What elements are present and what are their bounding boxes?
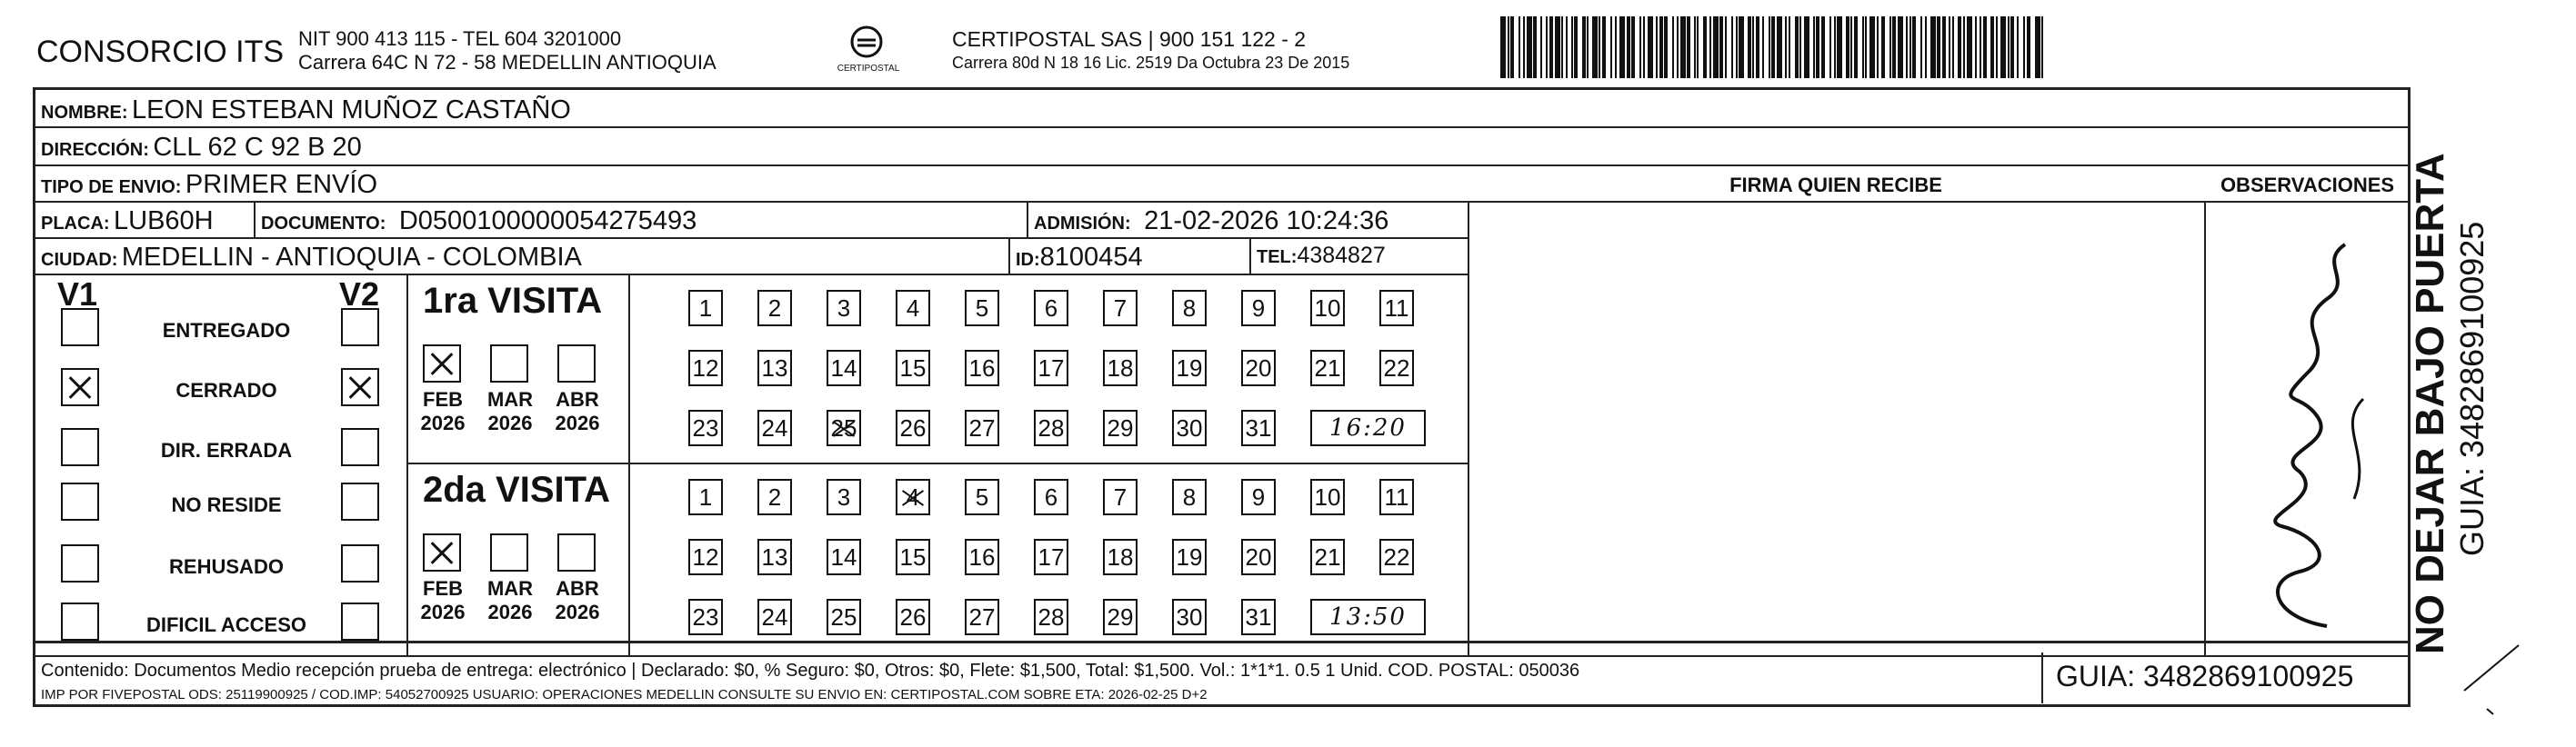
day-box[interactable]: 21 [1310,539,1345,575]
v2-checkbox[interactable] [341,308,379,346]
day-box[interactable]: 4 [896,479,930,515]
placa-value: LUB60H [114,206,214,235]
documento-cell [261,206,697,236]
day-box[interactable]: 9 [1241,290,1276,326]
month-checkbox[interactable] [490,344,528,383]
tel-label: TEL: [1257,247,1298,267]
day-box[interactable]: 17 [1034,539,1068,575]
v1-header: V1 [57,275,98,313]
month-label [483,388,537,435]
admision-value: 21-02-2026 10:24:36 [1144,206,1389,235]
visit-time: 16:20 [1310,410,1426,446]
day-box[interactable]: 9 [1241,479,1276,515]
barcode [1500,16,2210,78]
status-label: ENTREGADO [162,319,291,342]
month-year: 2026 [420,412,466,434]
day-box[interactable]: 14 [827,539,861,575]
carrier-address: Carrera 80d N 18 16 Lic. 2519 Da Octubra 23 De 2015 [952,54,1350,72]
day-box[interactable]: 3 [827,290,861,326]
v1-checkbox[interactable] [61,368,99,406]
day-box[interactable]: 16 [965,539,999,575]
day-box[interactable]: 2 [757,479,792,515]
direccion-value: CLL 62 C 92 B 20 [153,133,362,162]
footer-print-info: IMP POR FIVEPOSTAL ODS: 25119900925 / COD.IMP: 54052700925 USUARIO: OPERACIONES MEDELLIN CONSULTE SU ENVIO EN: CERTIPOSTAL.COM SOBRE ETA: 2026-02-25 D+2 [41,687,1208,702]
documento-label: DOCUMENTO: [261,214,386,234]
month-label [550,388,605,435]
day-box[interactable]: 15 [896,539,930,575]
nombre-value: LEON ESTEBAN MUÑOZ CASTAÑO [132,95,571,124]
month-label [416,388,470,435]
day-box[interactable]: 7 [1103,290,1138,326]
admision-cell [1034,206,1388,236]
day-box[interactable]: 2 [757,290,792,326]
day-box[interactable]: 27 [965,599,999,635]
status-label: NO RESIDE [171,493,282,516]
ciudad-label: CIUDAD: [41,250,118,270]
tipo-envio-row [41,170,377,200]
month-name: FEB [423,388,463,411]
day-box[interactable]: 20 [1241,539,1276,575]
day-box[interactable]: 8 [1172,479,1207,515]
v1-checkbox[interactable] [61,483,99,521]
firma-header: FIRMA QUIEN RECIBE [1729,174,1942,196]
nombre-row [41,95,571,125]
carrier-nit: CERTIPOSTAL SAS | 900 151 122 - 2 [952,27,1307,51]
day-box[interactable]: 13 [757,539,792,575]
day-box[interactable]: 24 [757,410,792,446]
observaciones-header: OBSERVACIONES [2220,174,2395,196]
v1-checkbox[interactable] [61,544,99,583]
month-name: FEB [423,577,463,600]
company-info [298,27,717,75]
footer-frame [33,643,2411,707]
status-label: REHUSADO [169,555,284,578]
day-box[interactable]: 28 [1034,410,1068,446]
month-checkbox[interactable] [490,533,528,572]
day-box[interactable]: 23 [688,410,723,446]
v2-checkbox[interactable] [341,603,379,641]
v2-checkbox[interactable] [341,428,379,466]
month-year: 2026 [487,601,533,623]
month-year: 2026 [420,601,466,623]
tipo-envio-label: TIPO DE ENVIO: [41,177,182,197]
day-box[interactable]: 7 [1103,479,1138,515]
day-box[interactable]: 12 [688,539,723,575]
day-box[interactable]: 5 [965,479,999,515]
placa-label: PLACA: [41,214,110,234]
v2-checkbox[interactable] [341,483,379,521]
month-name: ABR [556,577,599,600]
company-nit: NIT 900 413 115 - TEL 604 3201000 [298,27,622,50]
month-checkbox[interactable] [557,344,596,383]
day-box[interactable]: 10 [1310,479,1345,515]
signature-image [2218,226,2400,644]
day-box[interactable]: 8 [1172,290,1207,326]
day-box[interactable]: 22 [1379,350,1414,386]
v1-checkbox[interactable] [61,428,99,466]
tel-value: 4384827 [1297,243,1386,268]
day-box[interactable]: 26 [896,410,930,446]
day-box[interactable]: 28 [1034,599,1068,635]
visit-title: 2da VISITA [423,470,610,510]
day-box[interactable]: 5 [965,290,999,326]
status-label: CERRADO [175,379,277,402]
day-box[interactable]: 24 [757,599,792,635]
admision-label: ADMISIÓN: [1034,214,1131,234]
day-box[interactable]: 13 [757,350,792,386]
day-box[interactable]: 10 [1310,290,1345,326]
day-box[interactable]: 6 [1034,290,1068,326]
v2-checkbox[interactable] [341,368,379,406]
month-checkbox[interactable] [423,344,461,383]
day-box[interactable]: 17 [1034,350,1068,386]
month-label [550,577,605,624]
day-box[interactable]: 18 [1103,539,1138,575]
carrier-info [952,27,1349,75]
v2-checkbox[interactable] [341,544,379,583]
month-checkbox[interactable] [557,533,596,572]
day-box[interactable]: 11 [1379,479,1414,515]
status-label: DIFICIL ACCESO [145,613,306,636]
day-box[interactable]: 14 [827,350,861,386]
tipo-envio-value: PRIMER ENVÍO [185,170,378,199]
status-label: DIR. ERRADA [160,439,293,462]
ciudad-cell [41,243,582,273]
month-checkbox[interactable] [423,533,461,572]
side-warning: NO DEJAR BAJO PUERTA [2408,153,2452,654]
day-box[interactable]: 1 [688,290,723,326]
ciudad-value: MEDELLIN - ANTIOQUIA - COLOMBIA [121,243,582,272]
day-box[interactable]: 21 [1310,350,1345,386]
day-box[interactable]: 31 [1241,599,1276,635]
nombre-label: NOMBRE: [41,103,128,123]
pen-mark-icon [2455,636,2528,727]
month-year: 2026 [555,412,600,434]
id-value: 8100454 [1039,243,1143,272]
day-box[interactable]: 29 [1103,410,1138,446]
month-label [483,577,537,624]
day-box[interactable]: 11 [1379,290,1414,326]
company-address: Carrera 64C N 72 - 58 MEDELLIN ANTIOQUIA [298,51,717,74]
month-year: 2026 [487,412,533,434]
day-box[interactable]: 25 [827,599,861,635]
month-name: MAR [486,388,534,411]
day-box[interactable]: 19 [1172,539,1207,575]
day-box[interactable]: 22 [1379,539,1414,575]
month-name: ABR [556,388,599,411]
month-label [416,577,470,624]
visit-title: 1ra VISITA [423,281,603,321]
month-name: MAR [486,577,534,600]
company-name: CONSORCIO ITS [36,35,285,69]
direccion-row [41,133,362,163]
month-year: 2026 [555,601,600,623]
placa-cell [41,206,214,236]
day-box[interactable]: 27 [965,410,999,446]
day-box[interactable]: 6 [1034,479,1068,515]
day-box[interactable]: 25 [827,410,861,446]
footer-content: Contenido: Documentos Medio recepción prueba de entrega: electrónico | Declarado: $0, % Seguro: $0, Otros: $0, Flete: $1,500, Total: $1,500. Vol.: 1*1*1. 0.5 1 Unid. COD. POSTAL: 050036 [41,661,1580,681]
direccion-label: DIRECCIÓN: [41,140,149,160]
id-label: ID: [1016,250,1040,270]
documento-value: D0500100000054275493 [398,206,697,235]
id-cell [1016,243,1143,273]
v2-header: V2 [339,275,380,313]
side-guia: GUIA: 3482869100925 [2453,221,2491,556]
day-box[interactable]: 15 [896,350,930,386]
day-box[interactable]: 30 [1172,599,1207,635]
tel-cell [1257,243,1386,269]
day-box[interactable]: 16 [965,350,999,386]
day-box[interactable]: 23 [688,599,723,635]
day-box[interactable]: 19 [1172,350,1207,386]
v1-checkbox[interactable] [61,308,99,346]
day-box[interactable]: 20 [1241,350,1276,386]
day-box[interactable]: 31 [1241,410,1276,446]
v1-checkbox[interactable] [61,603,99,641]
visit-time: 13:50 [1310,599,1426,635]
day-box[interactable]: 18 [1103,350,1138,386]
day-box[interactable]: 26 [896,599,930,635]
day-box[interactable]: 29 [1103,599,1138,635]
day-box[interactable]: 3 [827,479,861,515]
logo-caption: CERTIPOSTAL [837,64,900,74]
day-box[interactable]: 12 [688,350,723,386]
day-box[interactable]: 1 [688,479,723,515]
day-box[interactable]: 30 [1172,410,1207,446]
footer-guia: GUIA: 3482869100925 [2056,660,2354,692]
day-box[interactable]: 4 [896,290,930,326]
